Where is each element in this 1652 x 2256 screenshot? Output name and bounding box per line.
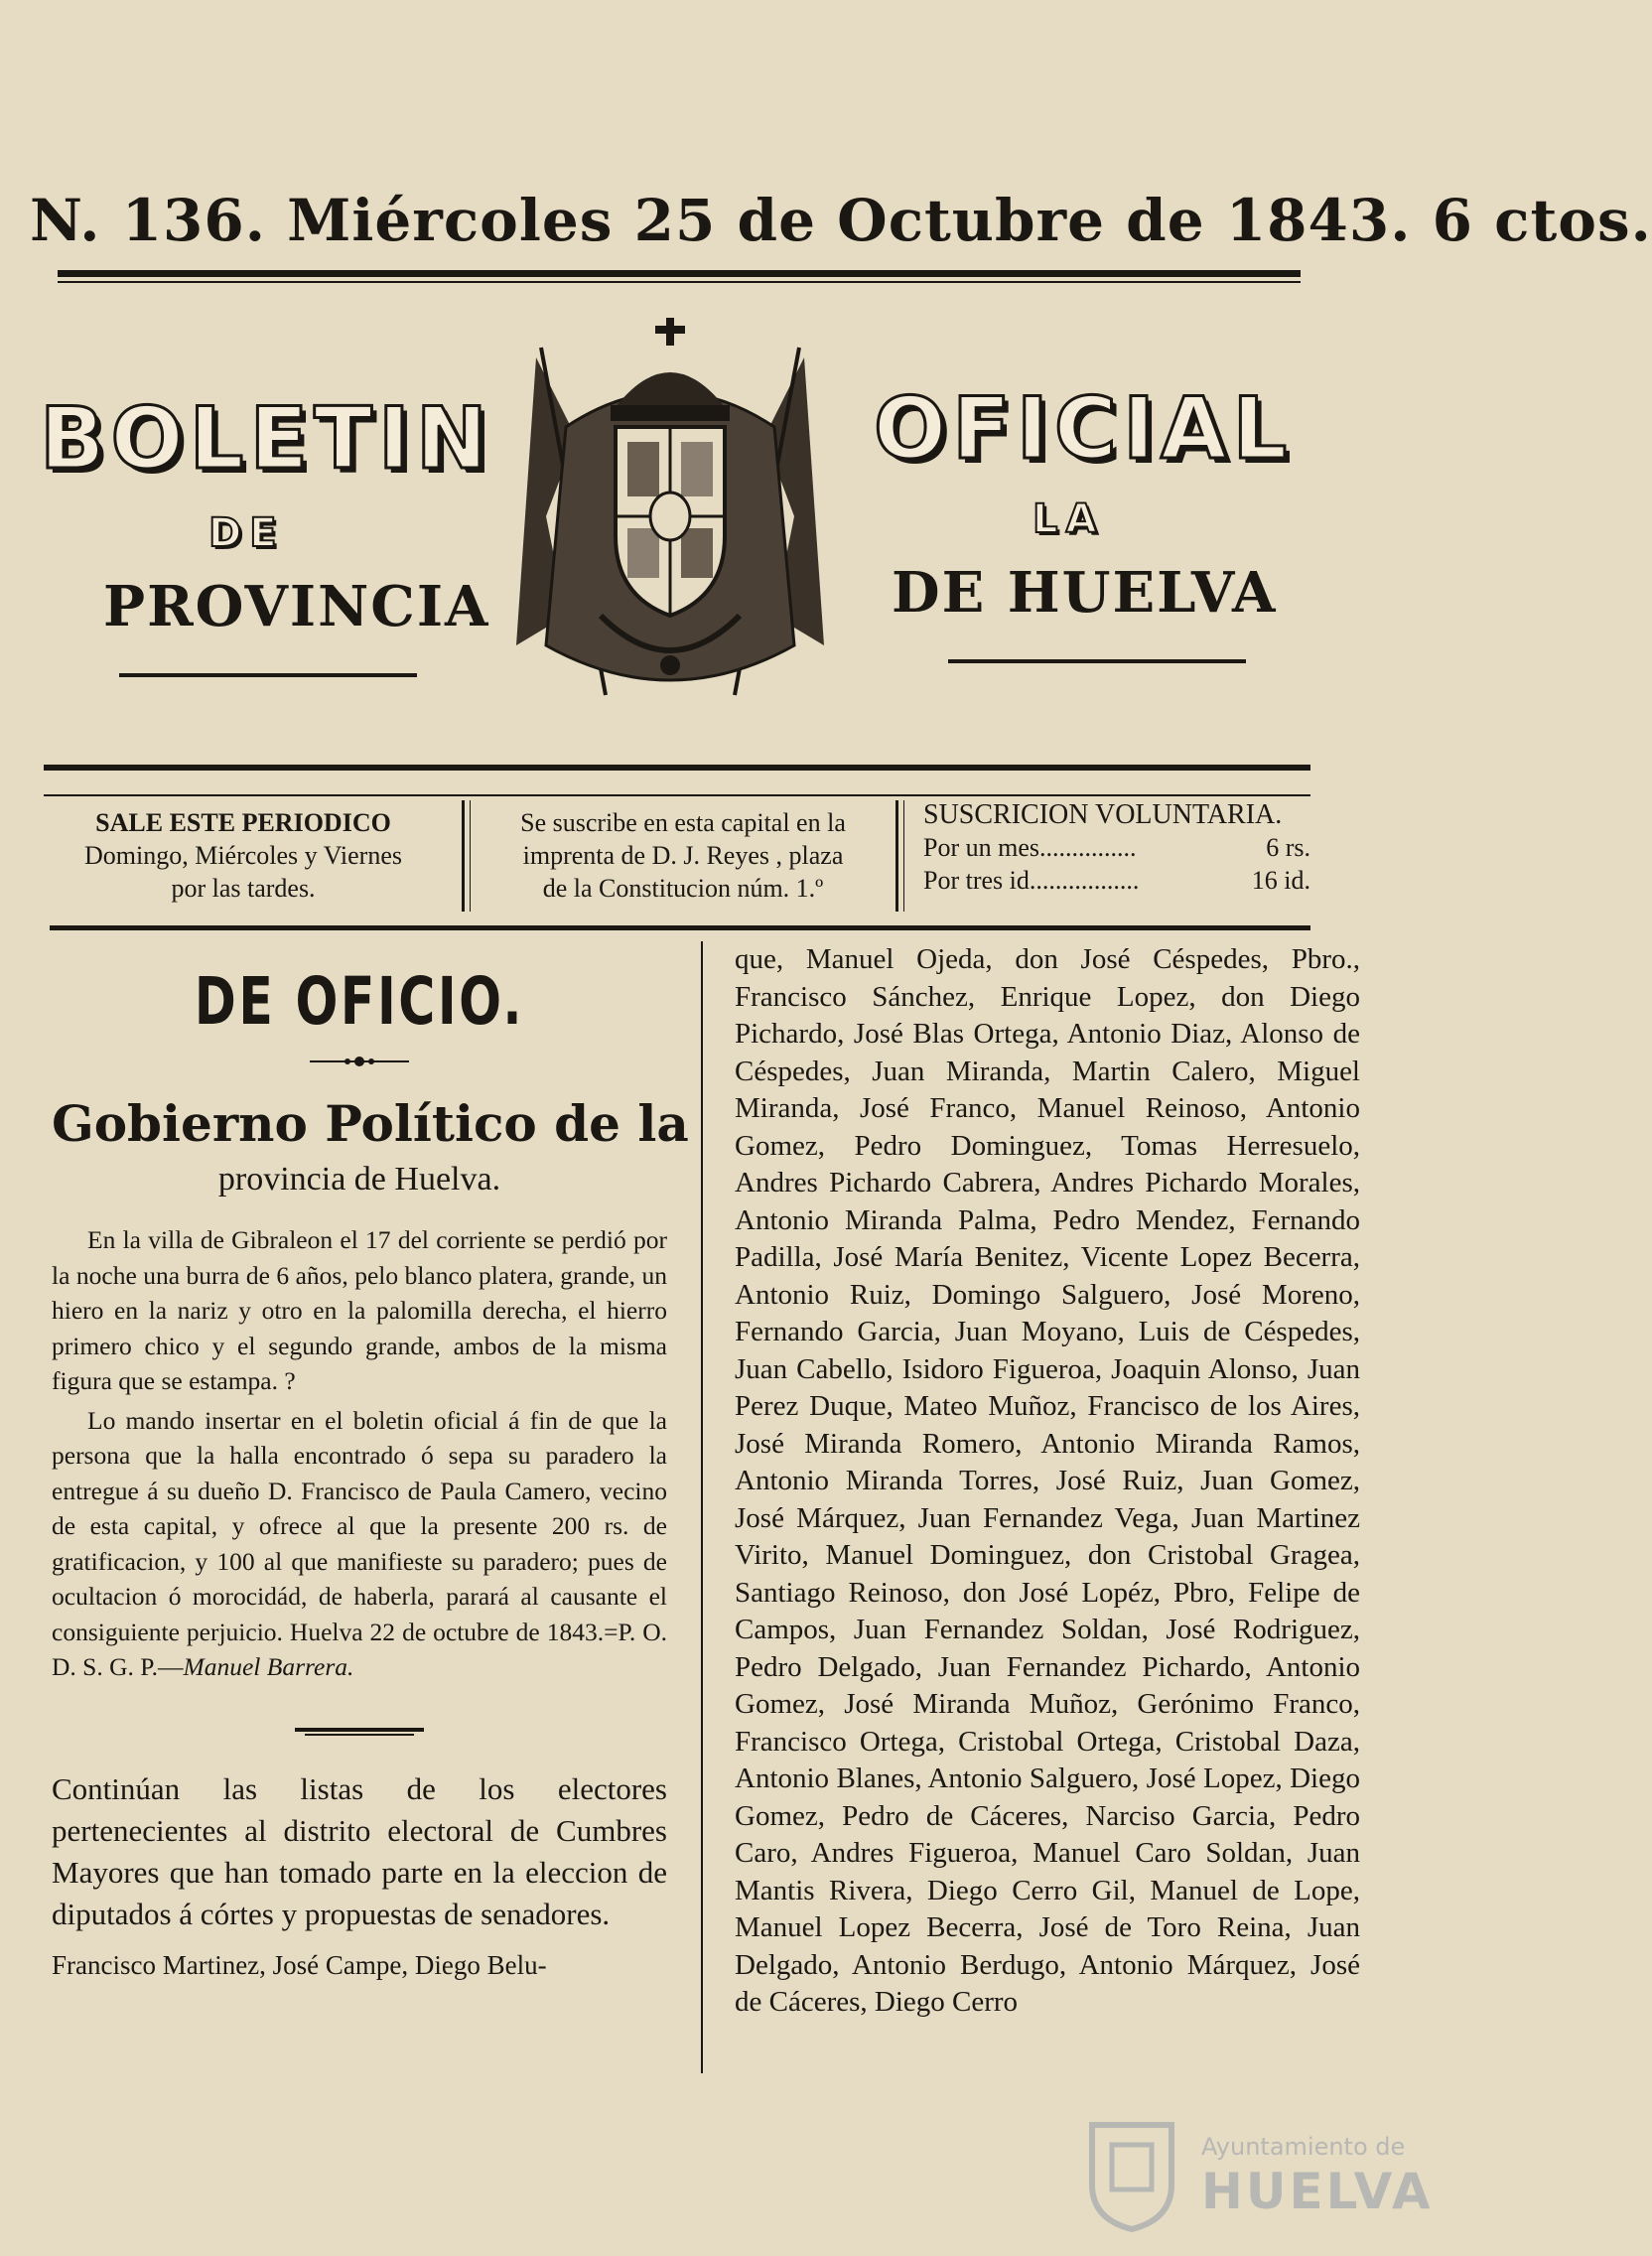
top-rule [58,270,1301,277]
article-paragraph [52,1403,667,1685]
info-divider-1b [470,800,471,912]
info-line: SALE ESTE PERIODICO [95,808,391,837]
info-subscription-prices [923,798,1310,897]
masthead-small-left: DE [208,510,285,556]
ornament-divider-icon [295,1725,424,1739]
info-line: imprenta de D. J. Reyes , plaza [522,841,844,870]
watermark-line-1: Ayuntamiento de [1201,2133,1406,2161]
masthead-sub-right: DE HUELVA [892,560,1278,626]
masthead-underline-right [948,659,1246,663]
info-rule-top-thin [44,794,1310,796]
article-paragraph-text: Lo mando insertar en el boletin oficial á fin de que la persona que la halla encontrado ó sepa su paradero la entregue á su dueño D. Francisco de Paula Camero, vecino de esta capital, y ofrece al que la presente 200 rs. de gratificacion, y 100 al que manifieste su paradero; pues de ocultacion ó morocidád, de haberla, parará al causante el consiguiente perjuicio. Huelva 22 de octubre de 1843.=P. O. D. S. G. P.— [52,1405,667,1681]
electors-list: que, Manuel Ojeda, don José Céspedes, Pbro., Francisco Sánchez, Enrique Lopez, don Diego Pichardo, José Blas Ortega, Antonio Diaz, Alonso de Céspedes, Juan Miranda, Martin Calero, Miguel Miranda, José Franco, Manuel Reinoso, Antonio Gomez, Pedro Dominguez, Tomas Herresuelo, Andres Pichardo Cabrera, Andres Pichardo Morales, Antonio Miranda Palma, Pedro Mendez, Fernando Padilla, José María Benitez, Vicente Lopez Becerra, Antonio Ruiz, Domingo Salguero, José Moreno, Fernando Garcia, Juan Moyano, Luis de Céspedes, Juan Cabello, Isidoro Figueroa, Joaquin Alonso, Juan Perez Duque, Mateo Muñoz, Francisco de los Aires, José Miranda Romero, Antonio Miranda Ramos, Antonio Miranda Torres, José Ruiz, Juan Gomez, José Márquez, Juan Fernandez Vega, Juan Martinez Virito, Manuel Dominguez, don Cristobal Gragea, Santiago Reinoso, don José Lopéz, Pbro, Felipe de Campos, Juan Fernandez Soldan, José Rodriguez, Pedro Delgado, Juan Fernandez Pichardo, Antonio Gomez, José Miranda Muñoz, Gerónimo Franco, Francisco Ortega, Cristobal Ortega, Cristobal Daza, Antonio Blanes, Antonio Salguero, José Lopez, Diego Gomez, Pedro de Cáceres, Narciso Garcia, Pedro Caro, Andres Figueroa, Manuel Caro Soldan, Juan Mantis Rivera, Diego Cerro Gil, Manuel de Lope, Manuel Lopez Becerra, José de Toro Reina, Juan Delgado, Antonio Berdugo, Antonio Márquez, José de Cáceres, Diego Cerro [735,943,1360,2018]
masthead-word-right: OFICIAL [874,379,1294,479]
info-line: Domingo, Miércoles y Viernes [83,841,402,870]
article-paragraph: En la villa de Gibraleon el 17 del corriente se perdió por la noche una burra de 6 años, pelo blanco platera, grande, un hiero en la nariz y otro en la palomilla derecha, el hierro primero chico y el segundo grande, ambos de la misma figura que se estampa. ? [52,1225,667,1395]
info-rule-top [44,765,1310,771]
price-value: 6 rs. [1266,833,1310,862]
price-label: Por un mes............... [923,833,1137,862]
top-rule-thin [58,281,1301,283]
info-divider-2b [903,800,904,912]
right-column [735,941,1360,2022]
info-line: por las tardes. [171,874,316,903]
masthead-small-right: LA [1032,496,1105,542]
price-row [923,831,1310,864]
section-heading: DE OFICIO. [194,963,525,1040]
masthead-word-left: BOLETIN [40,389,493,489]
electors-list-start: Francisco Martinez, José Campe, Diego Belu- [52,1949,547,1980]
info-divider-2 [895,800,898,912]
article-subtitle: provincia de Huelva. [217,1161,501,1198]
info-divider-1 [462,800,465,912]
watermark-line-2: HUELVA [1201,2163,1434,2220]
price-value: 16 id. [1251,866,1310,895]
info-rule-bottom [50,925,1310,930]
issue-line: N. 136. Miércoles 25 de Octubre de 1843. 6 ctos. [30,187,1652,254]
price-row [923,864,1310,897]
electors-intro: Continúan las listas de los electores pertenecientes al distrito electoral de Cumbres Mayores que han tomado parte en la eleccion de diputados á córtes y propuestas de senadores. [52,1770,667,1931]
left-column [52,963,689,1984]
watermark [1082,2115,1434,2234]
info-subscription-place [481,806,886,905]
price-label: Por tres id................. [923,866,1140,895]
info-prices-title: SUSCRICION VOLUNTARIA. [923,799,1283,830]
article-signature: Manuel Barrera. [183,1652,354,1681]
info-line: Se suscribe en esta capital en la [520,808,846,837]
column-divider [701,941,703,2073]
royal-coat-of-arms-icon [506,318,834,725]
city-crest-icon [1082,2115,1181,2234]
article-title: Gobierno Político de la [52,1094,689,1153]
ornament-divider-icon [310,1055,409,1068]
info-line: de la Constitucion núm. 1.º [542,874,824,903]
masthead-sub-left: PROVINCIA [103,574,490,639]
info-publication-days [40,806,447,905]
masthead-underline-left [119,673,417,677]
